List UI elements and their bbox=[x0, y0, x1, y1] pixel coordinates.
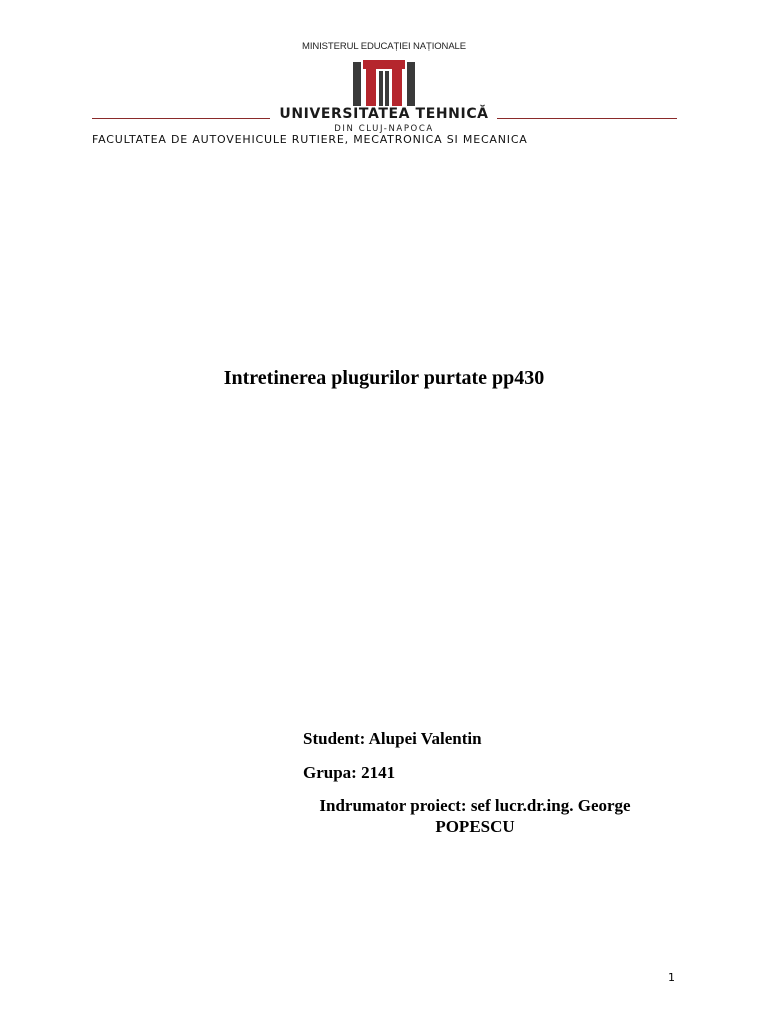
header-rule-left bbox=[92, 118, 270, 119]
document-title: Intretinerea plugurilor purtate pp430 bbox=[223, 367, 545, 389]
faculty-name: FACULTATEA DE AUTOVEHICULE RUTIERE, MECATRONICA SI MECANICA bbox=[92, 133, 528, 146]
group-number: Grupa: 2141 bbox=[303, 763, 396, 782]
header-rule-right bbox=[497, 118, 677, 119]
ministry-name: MINISTERUL EDUCAȚIEI NAȚIONALE bbox=[302, 41, 466, 52]
utcn-logo-icon bbox=[353, 60, 415, 106]
advisor-line-2: POPESCU bbox=[435, 817, 515, 836]
advisor-line-1: Indrumator proiect: sef lucr.dr.ing. George bbox=[319, 796, 631, 815]
page-number: 1 bbox=[668, 971, 675, 984]
student-name: Student: Alupei Valentin bbox=[303, 729, 482, 748]
university-city: DIN CLUJ-NAPOCA bbox=[334, 124, 434, 134]
university-name: UNIVERSITATEA TEHNICĂ bbox=[279, 106, 489, 122]
project-advisor bbox=[290, 795, 660, 837]
